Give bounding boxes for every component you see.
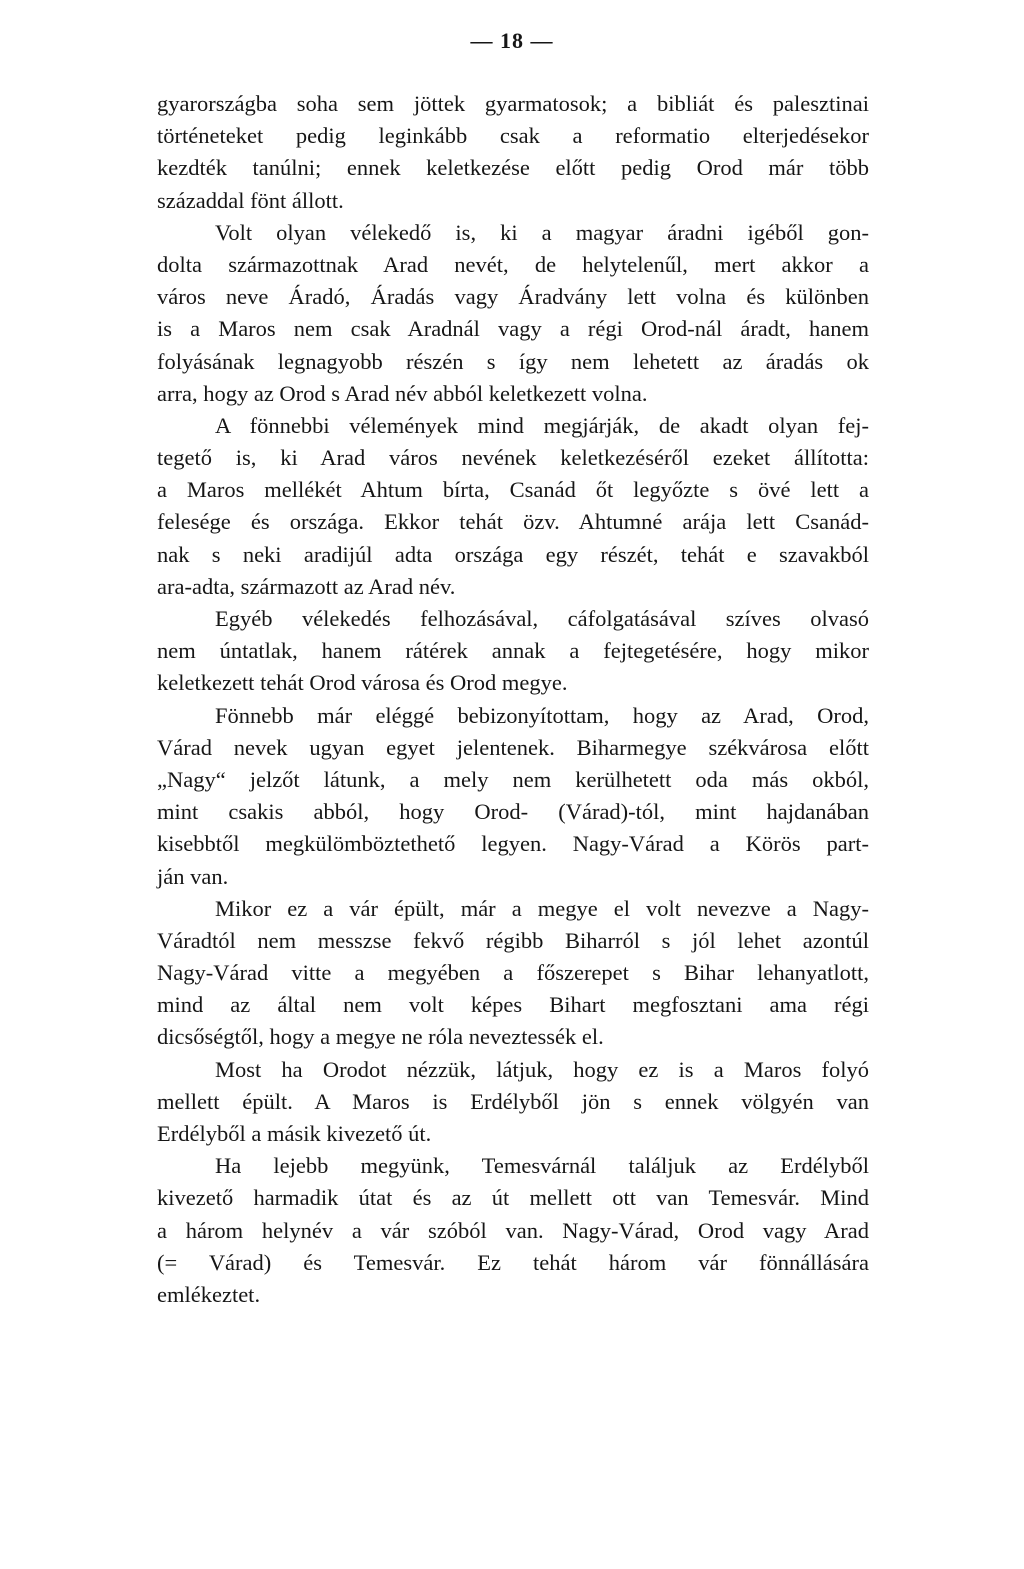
text-line: Egyéb vélekedés felhozásával, cáfolgatásával szíves olvasó (215, 606, 869, 631)
text-line: A fönnebbi vélemények mind megjárják, de akadt olyan fej- (215, 412, 869, 438)
text-line: folyásának legnagyobb részén s így nem lehetett az áradás ok (157, 348, 869, 374)
text-line: város neve Áradó, Áradás vagy Áradvány lett volna és különben (157, 284, 869, 310)
body-text (157, 88, 869, 1311)
text-line: emlékeztet. (157, 1281, 261, 1307)
text-line: tegető is, ki Arad város nevének keletkezéséről ezeket állította: (157, 445, 869, 471)
text-line: Váradtól nem messzse fekvő régibb Biharról s jól lehet azontúl (157, 927, 869, 953)
text-line: Mikor ez a vár épült, már a megye el volt nevezve a Nagy- (215, 895, 869, 921)
text-line: kisebbtől megkülömböztethető legyen. Nagy-Várad a Körös part- (157, 831, 869, 857)
text-line: keletkezett tehát Orod városa és Orod megye. (157, 670, 568, 696)
text-line: a Maros mellékét Ahtum bírta, Csanád őt legyőzte s övé lett a (157, 477, 869, 503)
text-line: kezdték tanúlni; ennek keletkezése előtt pedig Orod már több (157, 155, 869, 181)
text-line: nak s neki aradijúl adta országa egy részét, tehát e szavakból (157, 541, 869, 567)
text-line: Nagy-Várad vitte a megyében a főszerepet s Bihar lehanyatlott, (157, 960, 869, 986)
text-line: ján van. (157, 863, 229, 889)
text-line: gyarországba soha sem jöttek gyarmatosok; a bibliát és palesztinai (157, 91, 869, 116)
text-line: Ha lejebb megyünk, Temesvárnál találjuk az Erdélyből (215, 1153, 869, 1179)
text-line: a három helynév a vár szóból van. Nagy-Várad, Orod vagy Arad (157, 1217, 869, 1243)
text-line: mint csakis abból, hogy Orod- (Várad)-tól, mint hajdanában (157, 799, 869, 825)
text-line: mind az által nem volt képes Bihart megfosztani ama régi (157, 992, 869, 1018)
text-line: Volt olyan vélekedő is, ki a magyar áradni igéből gon- (215, 219, 869, 245)
text-line: felesége és országa. Ekkor tehát özv. Ahtumné arája lett Csanád- (157, 509, 869, 535)
text-line: századdal fönt állott. (157, 187, 344, 213)
text-line: arra, hogy az Orod s Arad név abból keletkezett volna. (157, 380, 648, 406)
text-line: Várad nevek ugyan egyet jelentenek. Biharmegye székvárosa előtt (157, 734, 869, 760)
page-number: — 18 — (470, 28, 554, 53)
text-line: dicsőségtől, hogy a megye ne róla neveztessék el. (157, 1024, 604, 1050)
text-line: „Nagy“ jelzőt látunk, a mely nem kerülhetett oda más okból, (157, 766, 869, 792)
text-line: Erdélyből a másik kivezető út. (157, 1121, 432, 1146)
text-line: is a Maros nem csak Aradnál vagy a régi Orod-nál áradt, hanem (157, 316, 869, 342)
text-line: (= Várad) és Temesvár. Ez tehát három vár fönnállására (157, 1249, 869, 1275)
text-line: dolta származottnak Arad nevét, de helytelenűl, mert akkor a (157, 251, 869, 277)
text-line: ara-adta, származott az Arad név. (157, 573, 456, 599)
text-line: mellett épült. A Maros is Erdélyből jön s ennek völgyén van (157, 1088, 869, 1114)
text-line: történeteket pedig leginkább csak a reformatio elterjedésekor (157, 123, 869, 149)
text-line: Most ha Orodot nézzük, látjuk, hogy ez is a Maros folyó (215, 1056, 869, 1082)
text-line: kivezető harmadik útat és az út mellett ott van Temesvár. Mind (157, 1185, 869, 1211)
text-line: nem úntatlak, hanem rátérek annak a fejtegetésére, hogy mikor (157, 638, 869, 664)
text-line: Fönnebb már eléggé bebizonyítottam, hogy az Arad, Orod, (215, 702, 869, 728)
